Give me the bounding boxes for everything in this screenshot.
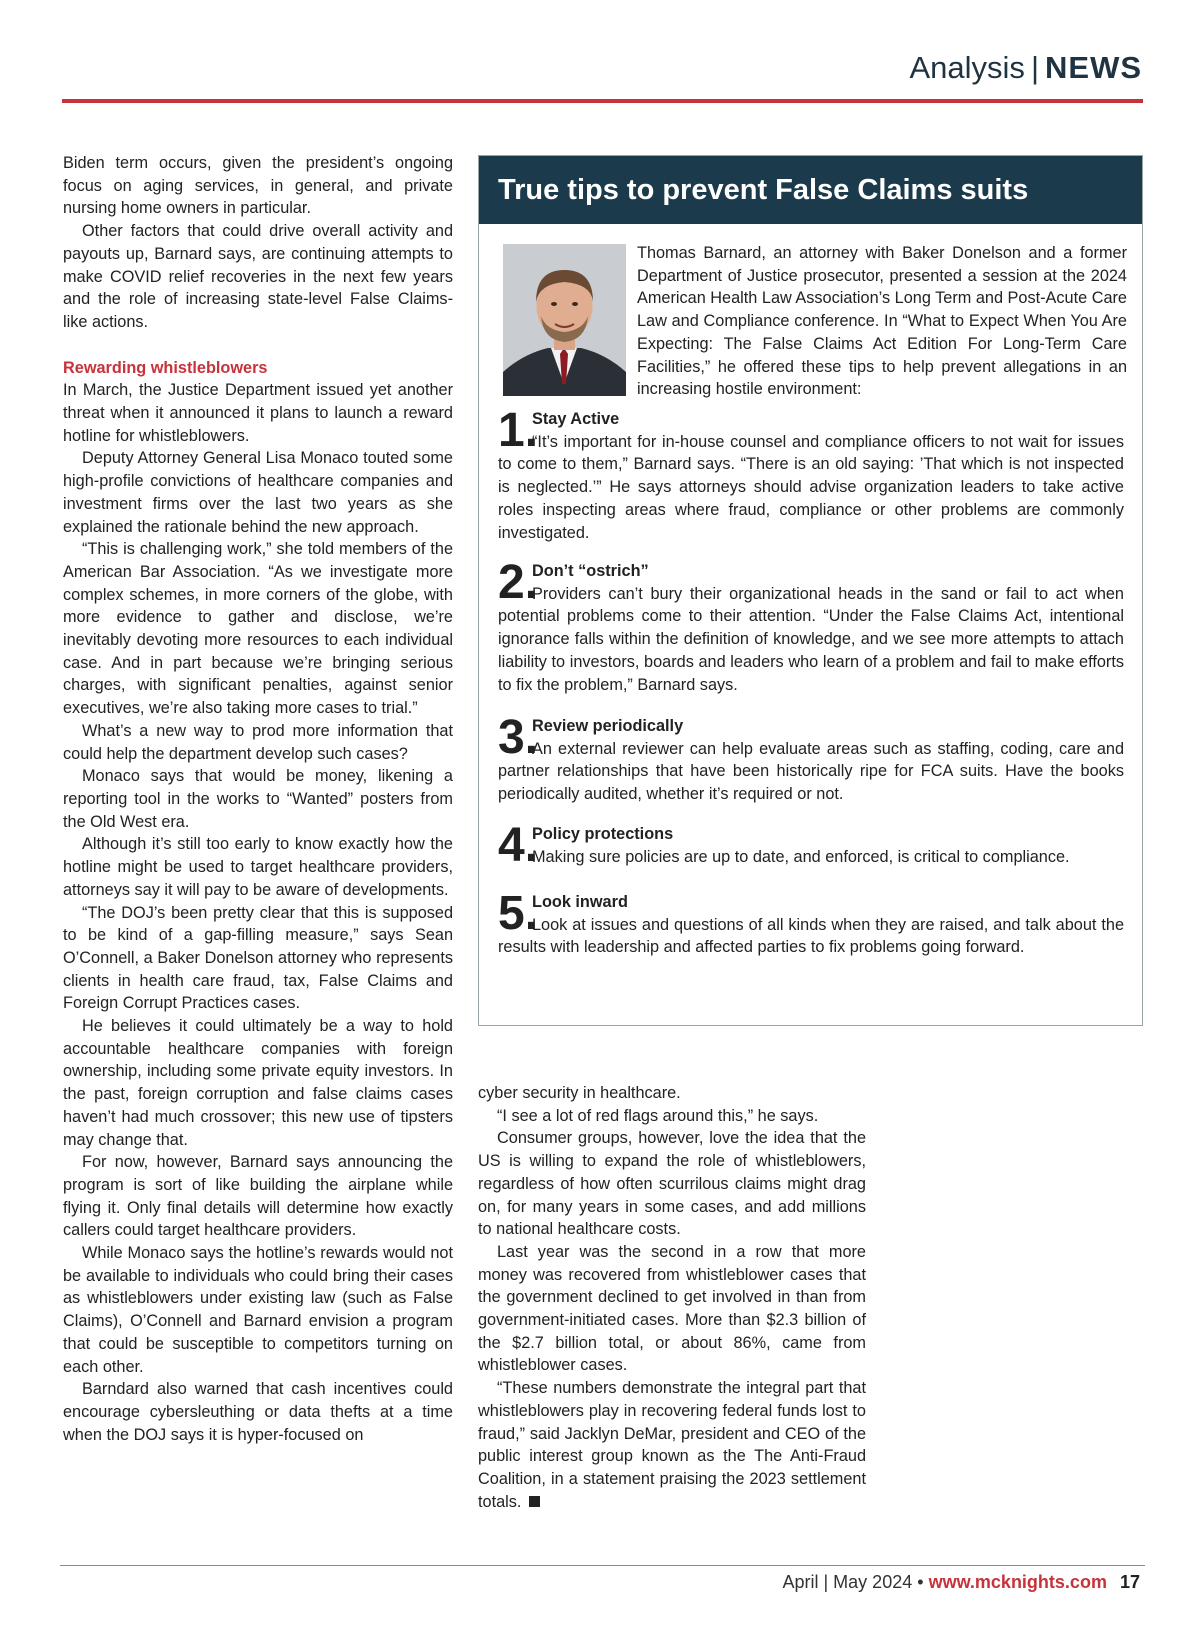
- footer-rule: [60, 1565, 1145, 1566]
- site-link[interactable]: www.mcknights.com: [928, 1572, 1107, 1592]
- tip-number: 4.: [498, 819, 539, 872]
- sidebar-intro: Thomas Barnard, an attorney with Baker Donelson and a former Department of Justice prosecutor, presented a session at the 2024 American Health Law Association’s Long Term and Post-Acute Care Law and Compliance conference. In “What to Expect When You Are Expecting: The False Claims Act Edition For Long-Term Care Facilities,” he offered these tips to help prevent allegations in an increasing hostile environment:: [637, 244, 1127, 399]
- tip-item: [498, 404, 1124, 544]
- paragraph: [478, 1377, 866, 1513]
- paragraph: cyber security in healthcare.: [478, 1084, 681, 1102]
- paragraph: While Monaco says the hotline’s rewards would not be available to individuals who could bring their cases as whistleblowers under existing law (such as False Claims), O’Connell and Barnard envision a program that could be susceptible to competitors turning on each other.: [63, 1244, 453, 1376]
- paragraph: Although it’s still too early to know exactly how the hotline might be used to target healthcare providers, attorneys say it will pay to be aware of developments.: [63, 835, 453, 899]
- tip-body: Making sure policies are up to date, and enforced, is critical to compliance.: [532, 847, 1070, 866]
- tip-number: 1.: [498, 404, 539, 457]
- section-label: Analysis: [909, 50, 1025, 85]
- tip-body: An external reviewer can help evaluate areas such as staffing, coding, care and partner relationships that have been historically ripe for FCA suits. Have the books periodically audited, whether it’s required or not.: [498, 739, 1124, 804]
- paragraph: “I see a lot of red flags around this,” he says.: [497, 1106, 819, 1125]
- page-number: 17: [1119, 1572, 1140, 1592]
- paragraph: Other factors that could drive overall activity and payouts up, Barnard says, are continuing attempts to make COVID relief recoveries in the next few years and the role of increasing state-level False Claims-like actions.: [63, 222, 453, 331]
- section-header: [910, 52, 1143, 83]
- middle-column: [478, 1082, 866, 1513]
- paragraph: Last year was the second in a row that more money was recovered from whistleblower cases that the government declined to get involved in than from government-initiated cases. More than $2.3 billion of the $2.7 billion total, or about 86%, came from whistleblower cases.: [478, 1242, 866, 1375]
- paragraph: He believes it could ultimately be a way to hold accountable healthcare companies with foreign ownership, including some private equity investors. In the past, foreign corruption and false claims cases haven’t had much crossover; this new use of tipsters may change that.: [63, 1017, 453, 1149]
- paragraph: Deputy Attorney General Lisa Monaco touted some high-profile convictions of healthcare companies and investment firms over the last two years as she explained the rationale behind the new approach.: [63, 449, 453, 536]
- footer-bullet: •: [917, 1572, 924, 1592]
- tip-body: “It’s important for in-house counsel and compliance officers to not wait for issues to come to them,” Barnard says. “There is an old saying: ’That which is not inspected is neglected.’” He says attorneys should advise organization leaders to take active roles inspecting areas where fraud, compliance or other problems are commonly investigated.: [498, 432, 1124, 542]
- paragraph: Monaco says that would be money, likening a reporting tool in the works to “Wanted” posters from the Old West era.: [63, 767, 453, 831]
- tip-number: 5.: [498, 887, 539, 940]
- paragraph: Barndard also warned that cash incentives could encourage cybersleuthing or data thefts at a time when the DOJ says it is hyper-focused on: [63, 1380, 453, 1444]
- left-column: [63, 152, 453, 1446]
- sidebar-title: True tips to prevent False Claims suits: [479, 156, 1142, 224]
- tip-title: Look inward: [532, 893, 628, 911]
- paragraph: What’s a new way to prod more information that could help the department develop such cases?: [63, 721, 453, 763]
- paragraph: “The DOJ’s been pretty clear that this is supposed to be kind of a gap-filling measure,” says Sean O’Connell, a Baker Donelson attorney who represents clients in health care fraud, tax, False Claims and Foreign Corrupt Practices cases.: [63, 903, 453, 1013]
- portrait-illustration: [503, 244, 626, 396]
- author-photo: [503, 244, 626, 396]
- section-separator: |: [1030, 50, 1039, 85]
- paragraph: In March, the Justice Department issued yet another threat when it announced it plans to launch a reward hotline for whistleblowers.: [63, 381, 453, 445]
- page-footer: [782, 1572, 1140, 1593]
- tip-item: [498, 711, 1124, 806]
- paragraph: Consumer groups, however, love the idea that the US is willing to expand the role of whistleblowers, regardless of how often scurrilous claims might drag on, for many years in some cases, and add millions to national healthcare costs.: [478, 1129, 866, 1239]
- tip-title: Don’t “ostrich”: [532, 562, 649, 580]
- tip-title: Stay Active: [532, 410, 620, 428]
- tip-number: 3.: [498, 711, 539, 764]
- tip-item: [498, 819, 1124, 872]
- paragraph: Biden term occurs, given the president’s ongoing focus on aging services, in general, and private nursing home owners in particular.: [63, 154, 453, 218]
- tip-title: Review periodically: [532, 717, 684, 735]
- subhead: Rewarding whistleblowers: [63, 358, 268, 377]
- tips-sidebar: [478, 155, 1143, 1026]
- tip-number: 2.: [498, 556, 539, 609]
- header-rule: [62, 99, 1143, 103]
- end-mark-icon: [529, 1496, 540, 1507]
- paragraph: For now, however, Barnard says announcing the program is sort of like building the airplane while flying it. Only final details will determine how exactly callers could target healthcare providers.: [63, 1153, 453, 1240]
- issue-date: April | May 2024: [782, 1572, 913, 1592]
- tip-item: [498, 887, 1124, 959]
- paragraph-text: “These numbers demonstrate the integral part that whistleblowers play in recovering federal funds lost to fraud,” said Jacklyn DeMar, president and CEO of the public interest group known as the The Anti-Fraud Coalition, in a statement praising the 2023 settlement totals.: [478, 1379, 866, 1511]
- news-label: NEWS: [1045, 50, 1142, 85]
- tip-body: Look at issues and questions of all kinds when they are raised, and talk about the results with leadership and affected parties to fix problems going forward.: [498, 915, 1124, 957]
- tip-body: Providers can’t bury their organizational heads in the sand or fail to act when potential problems come to their attention. “Under the False Claims Act, intentional ignorance falls within the definition of knowledge, and we see more attempts to attach liability to investors, boards and leaders who learn of a problem and fail to make efforts to fix the problem,” Barnard says.: [498, 584, 1124, 694]
- paragraph: “This is challenging work,” she told members of the American Bar Association. “As we investigate more complex schemes, in more corners of the globe, with more evidence to gather and disclose, we’re inevitably devoting more resources to each individual case. And in part because we’re bringing serious charges, with significant penalties, against senior executives, we’re also taking more cases to trial.”: [63, 540, 453, 718]
- tip-title: Policy protections: [532, 825, 674, 843]
- tip-item: [498, 556, 1124, 696]
